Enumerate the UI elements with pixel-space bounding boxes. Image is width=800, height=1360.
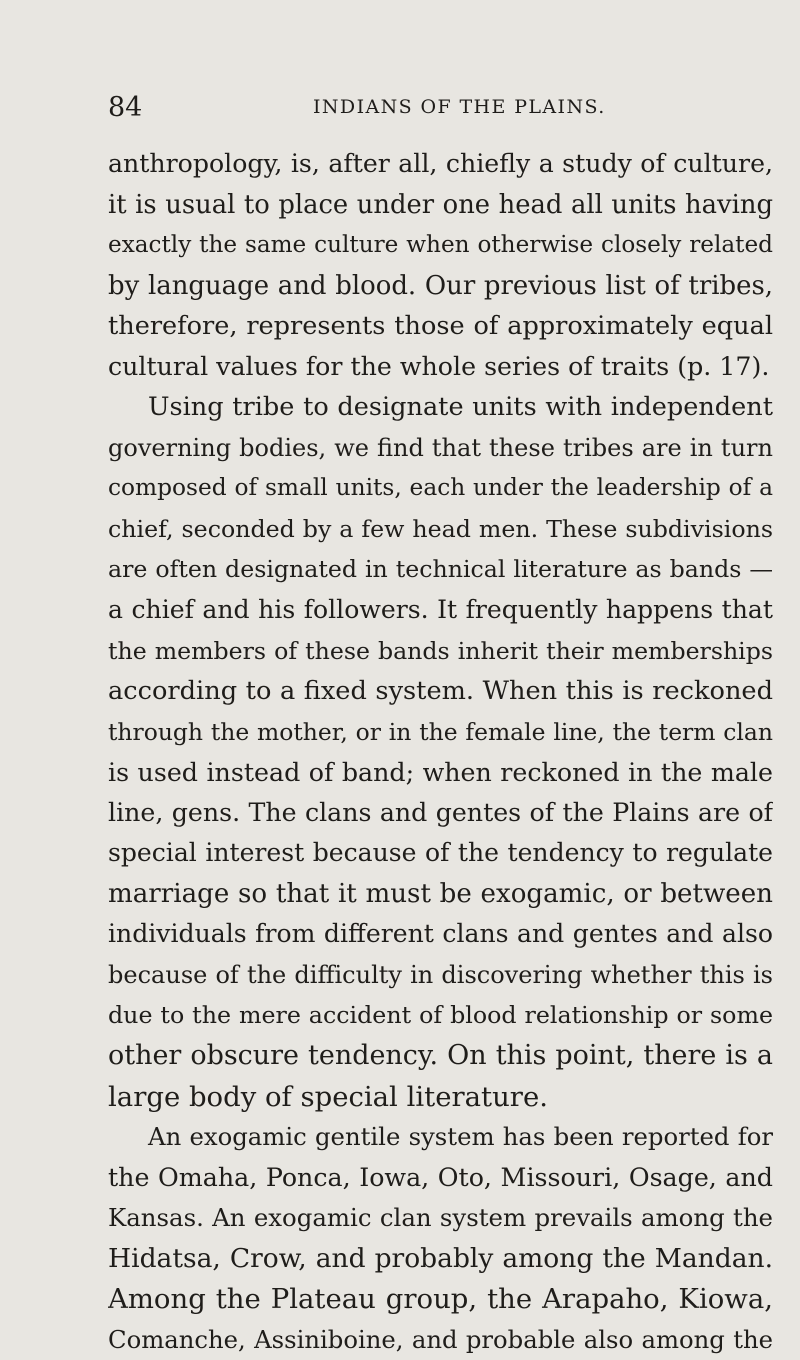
text-line: Comanche, Assiniboine, and probable also among the: [108, 1324, 773, 1354]
text-line: according to a fixed system. When this is reckoned: [108, 676, 773, 707]
text-line: because of the difficulty in discovering whether this is: [108, 960, 773, 989]
running-title: INDIANS OF THE PLAINS.: [313, 96, 606, 118]
text-line: due to the mere accident of blood relationship or some: [108, 1001, 773, 1030]
text-line: Kansas. An exogamic clan system prevails among the: [108, 1203, 773, 1233]
text-line: special interest because of the tendency to regulate: [108, 838, 773, 868]
text-line: governing bodies, we find that these tribes are in turn: [108, 433, 773, 462]
text-line: anthropology, is, after all, chiefly a study of culture,: [108, 149, 773, 178]
text-line: composed of small units, each under the leadership of a: [108, 474, 773, 502]
text-line: is used instead of band; when reckoned in the male: [108, 757, 773, 788]
text-line: marriage so that it must be exogamic, or between: [108, 878, 773, 909]
text-line: other obscure tendency. On this point, there is a: [108, 1040, 773, 1072]
body-text: [108, 144, 773, 1360]
text-line: Among the Plateau group, the Arapaho, Kiowa,: [108, 1283, 773, 1316]
text-line: large body of special literature.: [108, 1080, 548, 1113]
text-line: cultural values for the whole series of traits (p. 17).: [108, 351, 770, 381]
text-line: therefore, represents those of approximately equal: [108, 311, 773, 342]
page-number: 84: [108, 92, 143, 123]
text-line: a chief and his followers. It frequently happens that: [108, 595, 773, 625]
text-line: by language and blood. Our previous list of tribes,: [108, 270, 773, 301]
text-line: through the mother, or in the female line, the term clan: [108, 717, 773, 746]
text-line: it is usual to place under one head all units having: [108, 189, 773, 220]
running-head: [108, 92, 773, 132]
text-line: the members of these bands inherit their memberships: [108, 636, 773, 665]
text-line: Using tribe to designate units with independent: [148, 392, 773, 423]
text-line: An exogamic gentile system has been reported for: [148, 1122, 773, 1152]
text-line: the Omaha, Ponca, Iowa, Oto, Missouri, Osage, and: [108, 1162, 773, 1192]
text-line: line, gens. The clans and gentes of the Plains are of: [108, 797, 773, 827]
text-line: Hidatsa, Crow, and probably among the Mandan.: [108, 1242, 773, 1274]
text-line: are often designated in technical literature as bands —: [108, 555, 773, 584]
text-line: individuals from different clans and gentes and also: [108, 919, 773, 949]
text-line: chief, seconded by a few head men. These subdivisions: [108, 514, 773, 543]
text-line: exactly the same culture when otherwise closely related: [108, 232, 773, 259]
